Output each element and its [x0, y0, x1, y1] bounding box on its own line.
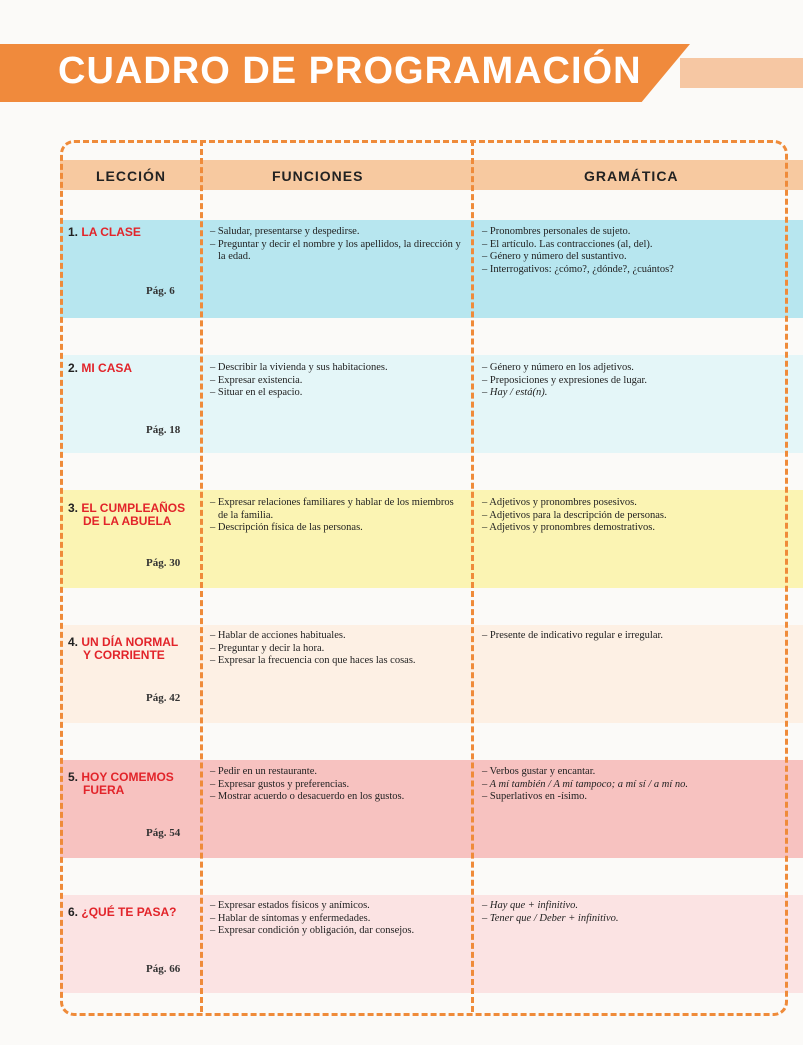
list-item: – Adjetivos y pronombres demostrativos. [482, 522, 655, 533]
list-item: – Mostrar acuerdo o desacuerdo en los gustos. [210, 791, 405, 802]
list-item: – Género y número del sustantivo. [482, 251, 627, 262]
lesson-page: Pág. 6 [146, 285, 175, 297]
list-item: – Descripción física de las personas. [210, 522, 363, 533]
header-gramatica: GRAMÁTICA [584, 168, 679, 184]
list-item: – Expresar la frecuencia con que haces las cosas. [210, 655, 416, 666]
list-item: – Hay que + infinitivo. [482, 900, 579, 911]
list-item: – Saludar, presentarse y despedirse. [210, 226, 360, 237]
table-frame [60, 140, 788, 1016]
list-item: – Expresar existencia. [210, 374, 303, 386]
list-item: – Tener que / Deber + infinitivo. [482, 912, 619, 924]
list-item: – Género y número en los adjetivos. [482, 362, 634, 373]
list-item: – Expresar relaciones familiares y hablar de los miembros de la familia. [210, 497, 454, 521]
list-item: – Hablar de acciones habituales. [210, 630, 346, 641]
list-item: – Preguntar y decir la hora. [210, 642, 325, 654]
column-divider [471, 140, 474, 1012]
header-funciones: FUNCIONES [272, 168, 364, 184]
lesson-title: 2. MI CASA [68, 361, 133, 375]
list-item: – Describir la vivienda y sus habitaciones. [210, 362, 388, 373]
list-item: – Pedir en un restaurante. [210, 766, 318, 777]
lesson-page: Pág. 30 [146, 557, 181, 569]
list-item: – Situar en el espacio. [210, 387, 303, 398]
list-item: – Expresar condición y obligación, dar consejos. [210, 925, 415, 936]
lesson-page: Pág. 18 [146, 424, 181, 436]
header-leccion: LECCIÓN [96, 168, 166, 184]
lesson-page: Pág. 66 [146, 963, 181, 975]
list-item: – El artículo. Las contracciones (al, del). [482, 238, 653, 250]
list-item: – Preposiciones y expresiones de lugar. [482, 374, 648, 386]
column-divider [200, 140, 203, 1012]
lesson-title: 5. HOY COMEMOS FUERA [68, 770, 174, 797]
lesson-title: 1. LA CLASE [68, 225, 141, 239]
list-item: – Preguntar y decir el nombre y los apellidos, la dirección y la edad. [210, 238, 461, 262]
list-item: – Expresar gustos y preferencias. [210, 778, 350, 790]
page-title: CUADRO DE PROGRAMACIÓN [58, 50, 642, 92]
list-item: – Adjetivos para la descripción de personas. [482, 509, 667, 521]
lesson-page: Pág. 42 [146, 692, 181, 704]
list-item: – Verbos gustar y encantar. [482, 766, 596, 777]
lesson-title: 4. UN DÍA NORMAL Y CORRIENTE [68, 635, 179, 662]
list-item: – Pronombres personales de sujeto. [482, 226, 631, 237]
list-item: – Hay / está(n). [482, 387, 548, 398]
list-item: – Expresar estados físicos y anímicos. [210, 900, 370, 911]
list-item: – Adjetivos y pronombres posesivos. [482, 497, 637, 508]
lesson-title: 6. ¿QUÉ TE PASA? [68, 905, 177, 919]
lesson-page: Pág. 54 [146, 827, 181, 839]
list-item: – Superlativos en -ísimo. [482, 791, 587, 802]
list-item: – Hablar de síntomas y enfermedades. [210, 912, 371, 924]
list-item: – A mí también / A mí tampoco; a mí sí / a mí no. [482, 778, 689, 790]
lesson-title: 3. EL CUMPLEAÑOS DE LA ABUELA [68, 501, 186, 528]
list-item: – Interrogativos: ¿cómo?, ¿dónde?, ¿cuántos? [482, 263, 674, 275]
title-banner-tail [680, 58, 803, 88]
list-item: – Presente de indicativo regular e irregular. [482, 630, 664, 641]
